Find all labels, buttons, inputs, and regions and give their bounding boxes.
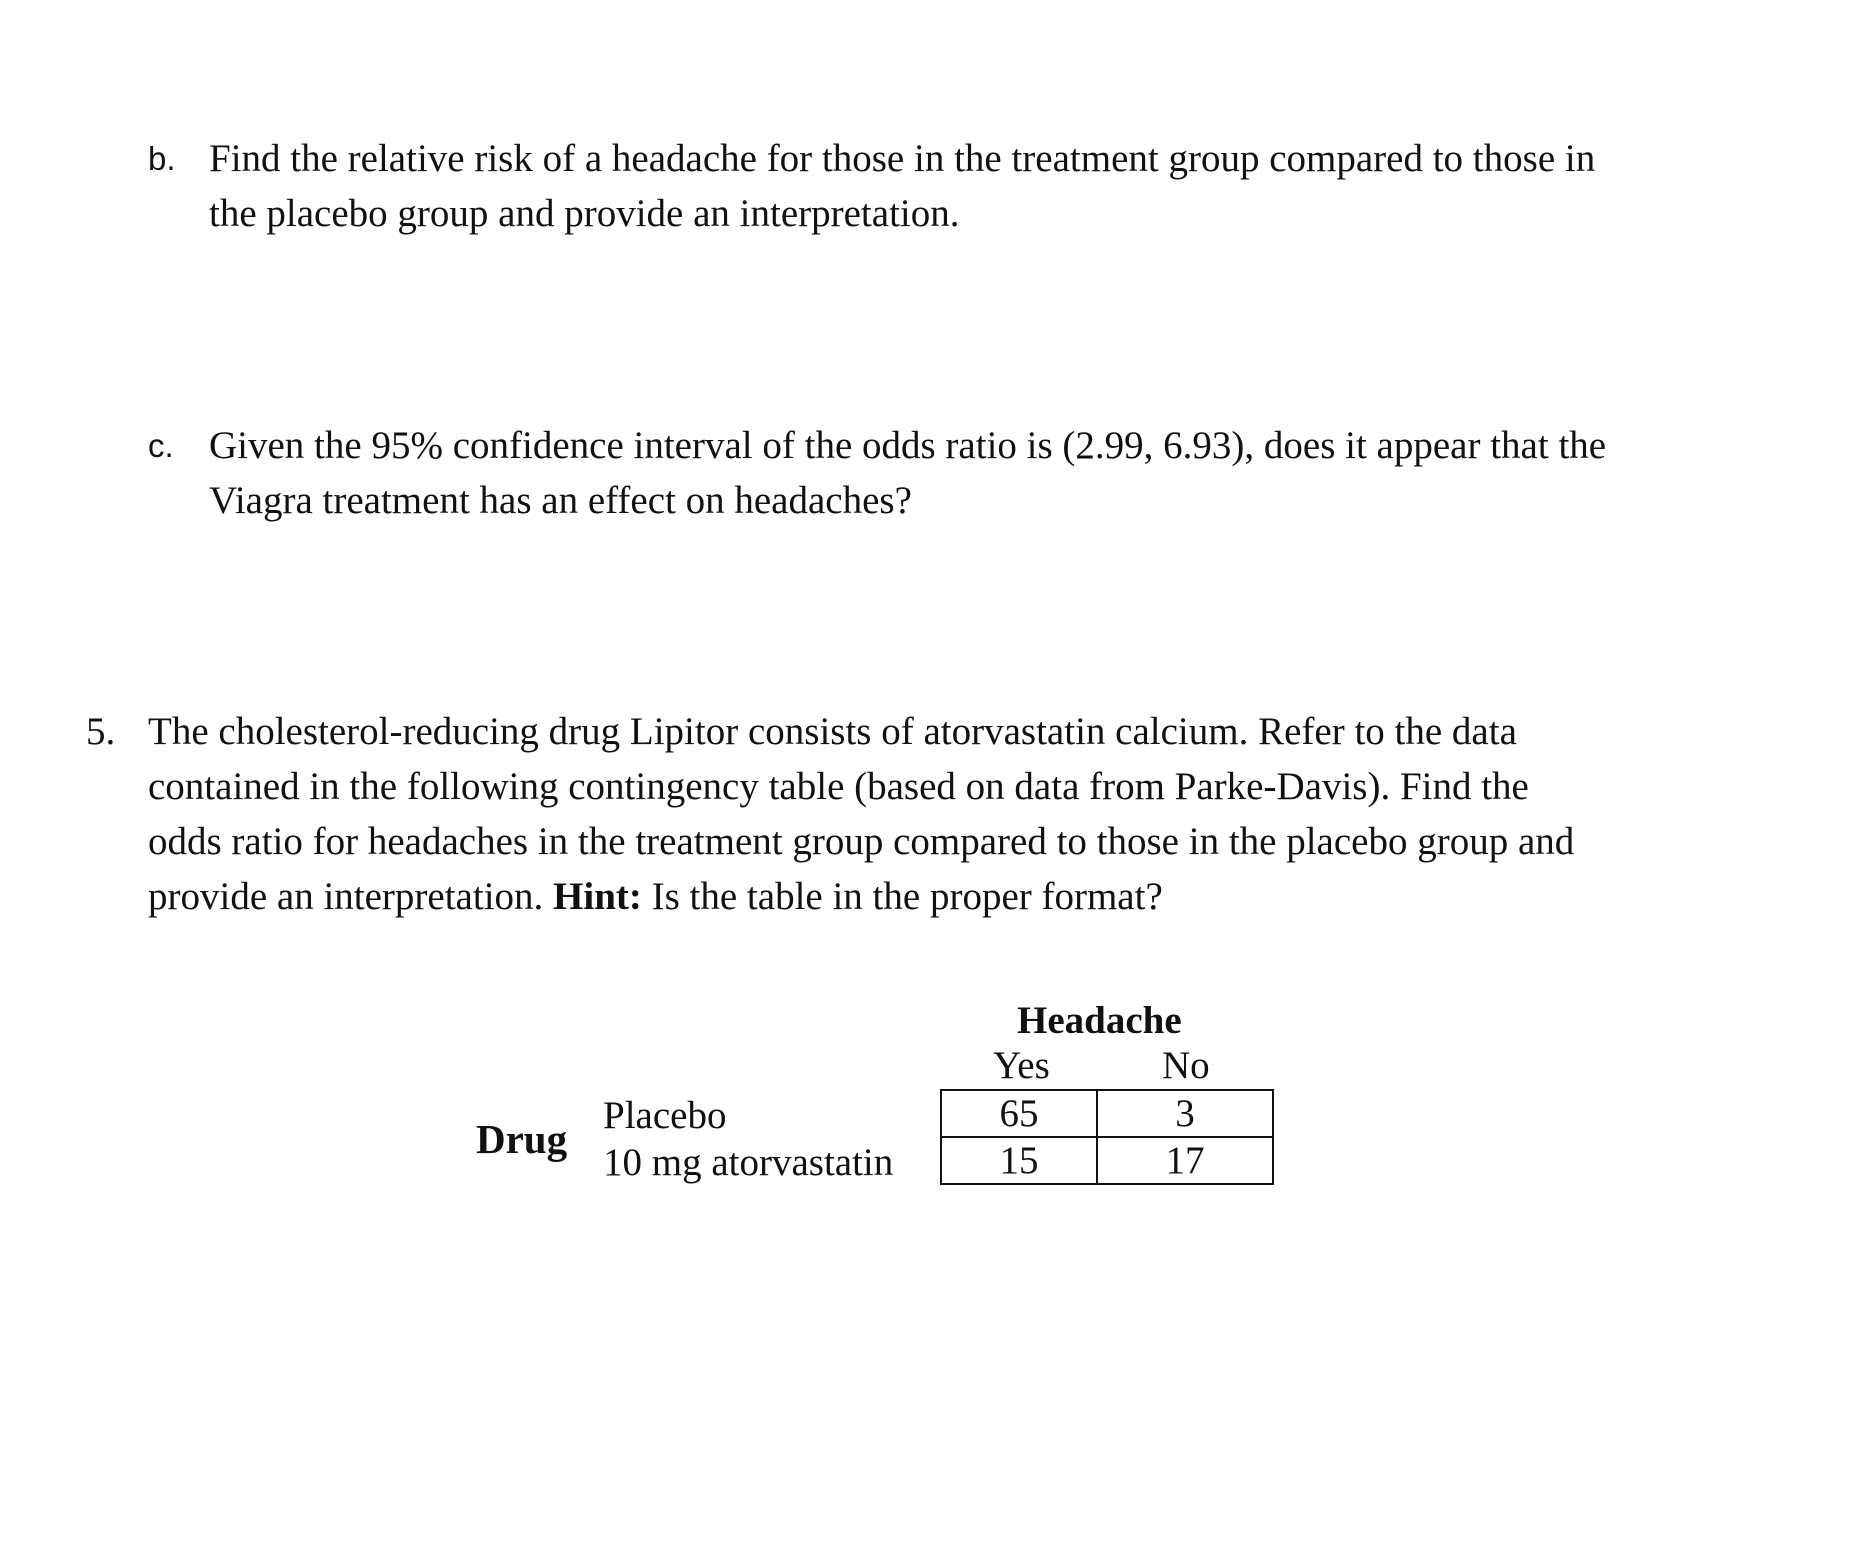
hint-label: Hint: (553, 875, 642, 918)
question-5-line-4-pre: provide an interpretation. (148, 875, 554, 918)
column-header-yes: Yes (993, 1044, 1050, 1087)
cell-placebo-yes: 65 (941, 1090, 1097, 1137)
question-5-line-1: The cholesterol-reducing drug Lipitor consists of atorvastatin calcium. Refer to the data (148, 710, 1517, 753)
question-b-text (209, 131, 1595, 241)
table-row (941, 1090, 1273, 1137)
question-c-line-1: Given the 95% confidence interval of the odds ratio is (2.99, 6.93), does it appear that the (209, 424, 1607, 467)
cell-atorvastatin-no: 17 (1097, 1137, 1273, 1184)
question-b-line-2: the placebo group and provide an interpretation. (209, 192, 960, 235)
question-5-text (148, 704, 1574, 924)
question-5-marker: 5. (86, 710, 116, 753)
row-label-atorvastatin: 10 mg atorvastatin (603, 1141, 894, 1184)
contingency-table (940, 1089, 1274, 1185)
question-b-marker: b. (148, 140, 176, 177)
question-5-line-3: odds ratio for headaches in the treatment group compared to those in the placebo group and (148, 820, 1575, 863)
row-group-label-drug: Drug (476, 1116, 568, 1162)
cell-atorvastatin-yes: 15 (941, 1137, 1097, 1184)
question-c-text (209, 418, 1606, 528)
question-b-line-1: Find the relative risk of a headache for those in the treatment group compared to those in (209, 137, 1596, 180)
question-5-line-4 (148, 869, 1574, 924)
column-header-no: No (1162, 1044, 1210, 1087)
question-c-line-2: Viagra treatment has an effect on headaches? (209, 479, 912, 522)
row-label-placebo: Placebo (603, 1094, 727, 1137)
table-title-headache: Headache (1017, 999, 1182, 1042)
question-5-line-4-post: Is the table in the proper format? (641, 875, 1163, 918)
question-5-line-2: contained in the following contingency table (based on data from Parke-Davis). Find the (148, 765, 1529, 808)
cell-placebo-no: 3 (1097, 1090, 1273, 1137)
table-row (941, 1137, 1273, 1184)
question-c-marker: c. (148, 427, 174, 464)
